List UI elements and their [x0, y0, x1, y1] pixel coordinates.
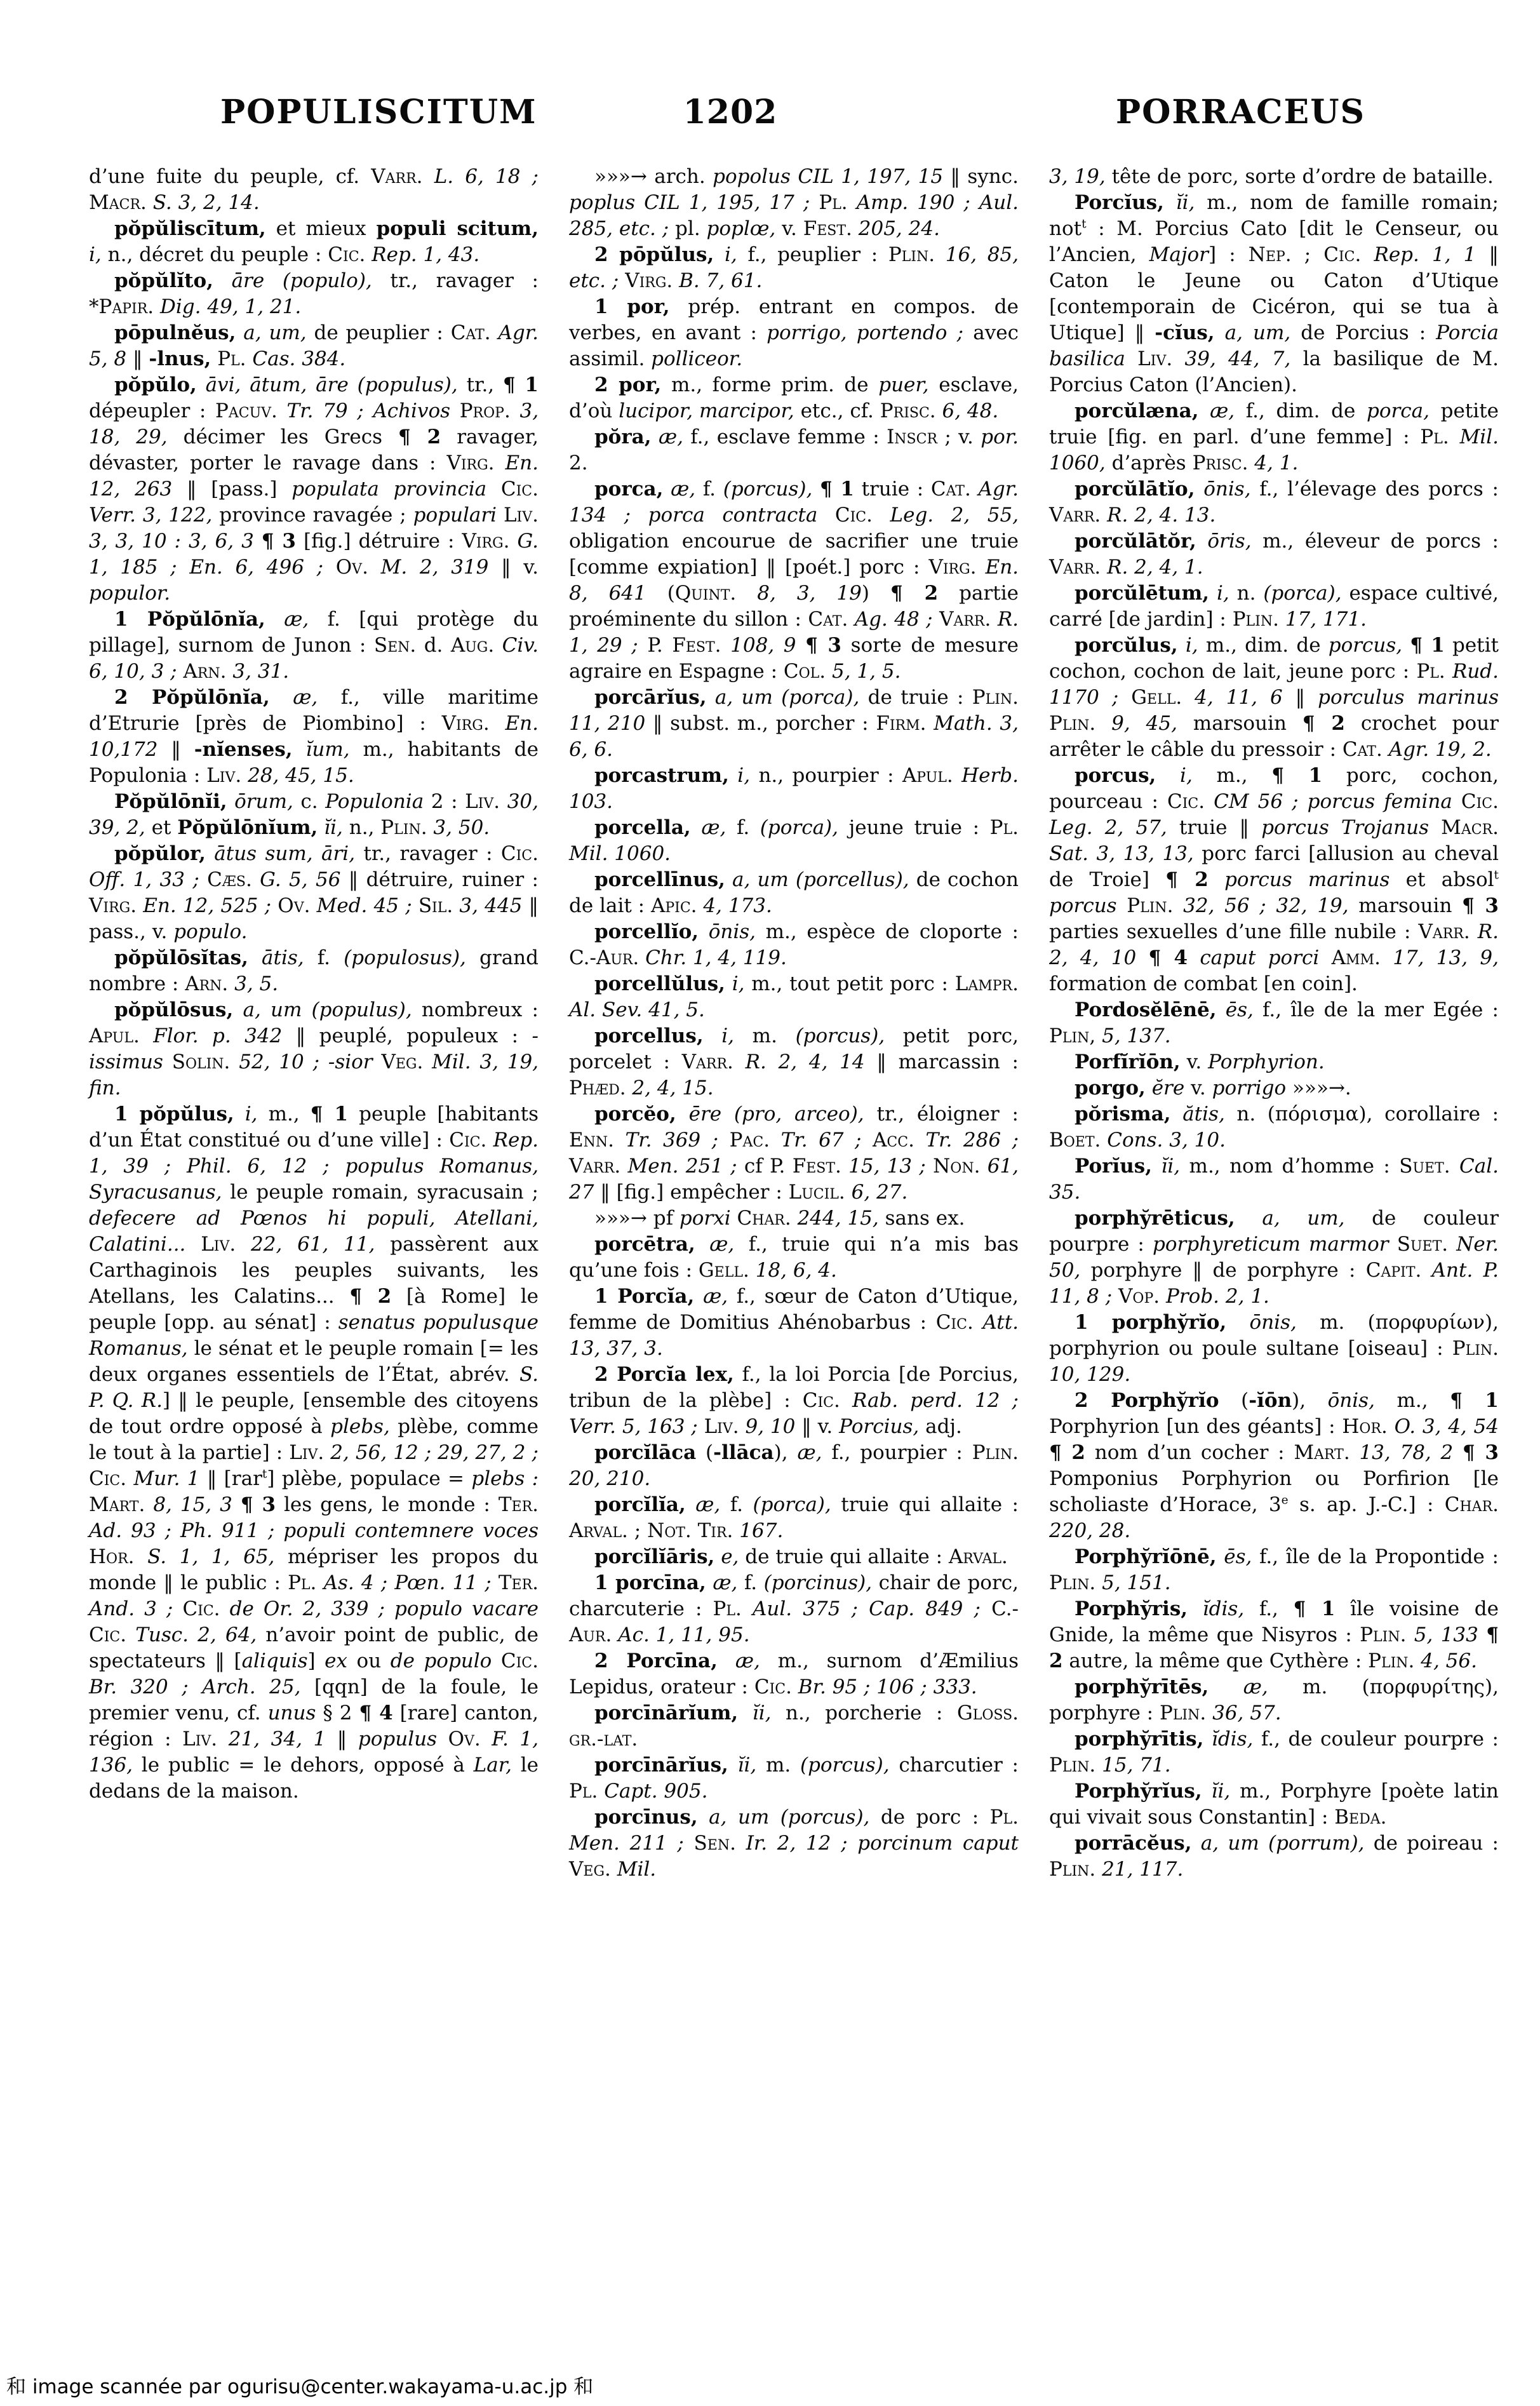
dictionary-entry: porcŭlus, i, m., dim. de porcus, ¶ 1 petit cochon, cochon de lait, jeune porc : Pl. Rud. 1170 ; Gell. 4, 11, 6 ‖ porculus marinus Plin. 9, 45, marsouin ¶ 2 crochet pour arrêter le câble du pressoir : Cat. Agr. 19, 2.: [1049, 634, 1499, 761]
running-head-right: PORRACEUS: [1116, 93, 1366, 131]
dictionary-entry: Porphy̆ris, ĭdis, f., ¶ 1 île voisine de Gnide, la même que Nisyros : Plin. 5, 133 ¶ 2 autre, la même que Cythère : Plin. 4, 56.: [1049, 1597, 1499, 1672]
dictionary-entry: porcellĭo, ōnis, m., espèce de cloporte : C.-Aur. Chr. 1, 4, 119.: [569, 920, 1019, 969]
dictionary-entry: 1 por, prép. entrant en compos. de verbes, en avant : porrigo, portendo ; avec assimil. polliceor.: [569, 295, 1019, 370]
dictionary-entry: 2 Porphy̆rĭo (-ĭōn), ōnis, m., ¶ 1 Porphyrion [un des géants] : Hor. O. 3, 4, 54 ¶ 2 nom d’un cocher : Mart. 13, 78, 2 ¶ 3 Pomponius Porphyrion ou Porfirion [le scholiaste d’Horace, 3e s. ap. J.-C.] : Char. 220, 28.: [1049, 1389, 1499, 1542]
dictionary-entry: pŏpŭlor, ātus sum, āri, tr., ravager : Cic. Off. 1, 33 ; Cæs. G. 5, 56 ‖ détruire, ruiner : Virg. En. 12, 525 ; Ov. Med. 45 ; Sil. 3, 445 ‖ pass., v. populo.: [89, 842, 539, 943]
dictionary-entry: porcŭlātĭo, ōnis, f., l’élevage des porcs : Varr. R. 2, 4. 13.: [1049, 478, 1499, 527]
dictionary-entry: porcĕo, ēre (pro, arceo), tr., éloigner : Enn. Tr. 369 ; Pac. Tr. 67 ; Acc. Tr. 286 ; Varr. Men. 251 ; cf P. Fest. 15, 13 ; Non. 61, 27 ‖ [fig.] empêcher : Lucil. 6, 27.: [569, 1103, 1019, 1204]
dictionary-entry: porcĭlĭa, æ, f. (porca), truie qui allaite : Arval. ; Not. Tir. 167.: [569, 1493, 1019, 1542]
dictionary-entry: porphy̆rēticus, a, um, de couleur pourpre : porphyreticum marmor Suet. Ner. 50, porphyre ‖ de porphyre : Capit. Ant. P. 11, 8 ; Vop. Prob. 2, 1.: [1049, 1207, 1499, 1308]
dictionary-entry: porcĭlāca (-llāca), æ, f., pourpier : Plin. 20, 210.: [569, 1441, 1019, 1490]
dictionary-entry: 1 Pŏpŭlōnĭa, æ, f. [qui protège du pillage], surnom de Junon : Sen. d. Aug. Civ. 6, 10, 3 ; Arn. 3, 31.: [89, 608, 539, 683]
running-head-left: POPULISCITUM: [220, 93, 537, 131]
dictionary-entry: pŏra, æ, f., esclave femme : Inscr ; v. por. 2.: [569, 426, 1019, 474]
dictionary-entry: porcastrum, i, n., pourpier : Apul. Herb. 103.: [569, 764, 1019, 813]
dictionary-entry: 1 pŏpŭlus, i, m., ¶ 1 peuple [habitants d’un État constitué ou d’une ville] : Cic. Rep. 1, 39 ; Phil. 6, 12 ; populus Romanus, Syracusanus, le peuple romain, syracusain ; defecere ad Pœnos hi populi, Atellani, Calatini... Liv. 22, 61, 11, passèrent aux Carthaginois les peuples suivants, les Atellans, les Calatins... ¶ 2 [à Rome] le peuple [opp. au sénat] : senatus populusque Romanus, le sénat et le peuple romain [= les deux organes essentiels de l’État, abrév. S. P. Q. R.] ‖ le peuple, [ensemble des citoyens de tout ordre opposé à plebs, plèbe, comme le tout à la partie] : Liv. 2, 56, 12 ; 29, 27, 2 ; Cic. Mur. 1 ‖ [rar$^t$] plèbe, populace = plebs : Mart. 8, 15, 3 ¶ 3 les gens, le monde : Ter. Ad. 93 ; Ph. 911 ; populi contemnere voces Hor. S. 1, 1, 65, mépriser les propos du monde ‖ le public : Pl. As. 4 ; Pœn. 11 ; Ter. And. 3 ; Cic. de Or. 2, 339 ; populo vacare Cic. Tusc. 2, 64, n’avoir point de public, de spectateurs ‖ [aliquis] ex ou de populo Cic. Br. 320 ; Arch. 25, [qqn] de la foule, le premier venu, cf. unus § 2 ¶ 4 [rare] canton, région : Liv. 21, 34, 1 ‖ populus Ov. F. 1, 136, le public = le dehors, opposé à Lar, le dedans de la maison.: [89, 1103, 539, 1803]
dictionary-entry: porgo, ĕre v. porrigo »»»→.: [1075, 1077, 1351, 1099]
dictionary-entry: pŏpŭlōsus, a, um (populus), nombreux : Apul. Flor. p. 342 ‖ peuplé, populeux : -issimus Solin. 52, 10 ; -sior Veg. Mil. 3, 19, fin.: [89, 998, 539, 1099]
dictionary-entry: pŏpŭlĭto, āre (populo), tr., ravager : *Papir. Dig. 49, 1, 21.: [89, 269, 539, 318]
dictionary-entry: 2 Porcĭa lex, f., la loi Porcia [de Porcius, tribun de la plèbe] : Cic. Rab. perd. 12 ; Verr. 5, 163 ; Liv. 9, 10 ‖ v. Porcius, adj.: [569, 1363, 1019, 1438]
dictionary-entry: porcīnārĭus, ĭi, m. (porcus), charcutier : Pl. Capt. 905.: [569, 1754, 1019, 1803]
dictionary-entry: porcŭlæna, æ, f., dim. de porca, petite truie [fig. en parl. d’une femme] : Pl. Mil. 1060, d’après Prisc. 4, 1.: [1049, 400, 1499, 474]
dictionary-entry: Porphy̆rĭus, ĭi, m., Porphyre [poète latin qui vivait sous Constantin] : Beda.: [1049, 1780, 1499, 1829]
page-number: 1202: [683, 93, 778, 131]
dictionary-entry: porca, æ, f. (porcus), ¶ 1 truie : Cat. Agr. 134 ; porca contracta Cic. Leg. 2, 55, obligation encourue de sacrifier une truie [comme expiation] ‖ [poét.] porc : Virg. En. 8, 641 (Quint. 8, 3, 19) ¶ 2 partie proéminente du sillon : Cat. Ag. 48 ; Varr. R. 1, 29 ; P. Fest. 108, 9 ¶ 3 sorte de mesure agraire en Espagne : Col. 5, 1, 5.: [569, 478, 1019, 683]
dictionary-entry: porcārĭus, a, um (porca), de truie : Plin. 11, 210 ‖ subst. m., porcher : Firm. Math. 3, 6, 6.: [569, 686, 1019, 761]
dictionary-entry: porcīnus, a, um (porcus), de porc : Pl. Men. 211 ; Sen. Ir. 2, 12 ; porcinum caput Veg. Mil.: [569, 1806, 1019, 1881]
dictionary-entry: porrācĕus, a, um (porrum), de poireau : Plin. 21, 117.: [1049, 1832, 1499, 1881]
dictionary-entry: porcŭlētum, i, n. (porca), espace cultivé, carré [de jardin] : Plin. 17, 171.: [1049, 582, 1499, 631]
dictionary-entry: 2 por, m., forme prim. de puer, esclave, d’où lucipor, marcipor, etc., cf. Prisc. 6, 48.: [569, 373, 1019, 422]
dictionary-entry: porcellīnus, a, um (porcellus), de cochon de lait : Apic. 4, 173.: [569, 868, 1019, 917]
entry-continuation: 3, 19, tête de porc, sorte d’ordre de bataille.: [1049, 165, 1494, 188]
dictionary-entry: porcĭlĭāris, e, de truie qui allaite : Arval.: [594, 1545, 1008, 1568]
dictionary-entry: porcellus, i, m. (porcus), petit porc, porcelet : Varr. R. 2, 4, 14 ‖ marcassin : Phæd. 2, 4, 15.: [569, 1025, 1019, 1099]
dictionary-entry: pŏpŭliscītum, et mieux populi scitum, i, n., décret du peuple : Cic. Rep. 1, 43.: [89, 217, 539, 266]
dictionary-entry: 2 Porcīna, æ, m., surnom d’Æmilius Lepidus, orateur : Cic. Br. 95 ; 106 ; 333.: [569, 1650, 1019, 1698]
running-head: [0, 93, 1540, 133]
dictionary-entry: »»»→ pf porxi Char. 244, 15, sans ex.: [594, 1207, 965, 1230]
entry-continuation: d’une fuite du peuple, cf. Varr. L. 6, 18 ; Macr. S. 3, 2, 14.: [89, 165, 539, 214]
dictionary-entry: Pŏpŭlōnĭi, ōrum, c. Populonia 2 : Liv. 30, 39, 2, et Pŏpŭlōnĭum, ĭi, n., Plin. 3, 50.: [89, 790, 539, 839]
dictionary-entry: pōpulnĕus, a, um, de peuplier : Cat. Agr. 5, 8 ‖ -lnus, Pl. Cas. 384.: [89, 321, 539, 370]
column-center: [569, 164, 1019, 1883]
dictionary-entry: Porĭus, ĭi, m., nom d’homme : Suet. Cal. 35.: [1049, 1155, 1499, 1204]
scan-credit: 和 image scannée par ogurisu@center.wakayama-u.ac.jp 和: [6, 2376, 594, 2398]
dictionary-entry: Porcĭus, ĭi, m., nom de famille romain; not$^t$ : M. Porcius Cato [dit le Censeur, ou l’Ancien, Major] : Nep. ; Cic. Rep. 1, 1 ‖ Caton le Jeune ou Caton d’Utique [contemporain de Cicéron, qui se tua à Utique] ‖ -cĭus, a, um, de Porcius : Porcia basilica Liv. 39, 44, 7, la basilique de M. Porcius Caton (l’Ancien).: [1049, 191, 1499, 396]
dictionary-entry: 1 Porcĭa, æ, f., sœur de Caton d’Utique, femme de Domitius Ahénobarbus : Cic. Att. 13, 37, 3.: [569, 1285, 1019, 1360]
dictionary-entry: Porfĭrĭōn, v. Porphyrion.: [1075, 1051, 1325, 1073]
text-columns: [89, 164, 1499, 1883]
dictionary-entry: pŏpŭlōsĭtas, ātis, f. (populosus), grand nombre : Arn. 3, 5.: [89, 946, 539, 995]
dictionary-entry: porcus, i, m., ¶ 1 porc, cochon, pourceau : Cic. CM 56 ; porcus femina Cic. Leg. 2, 57, truie ‖ porcus Trojanus Macr. Sat. 3, 13, 13, porc farci [allusion au cheval de Troie] ¶ 2 porcus marinus et absol$^t$ porcus Plin. 32, 56 ; 32, 19, marsouin ¶ 3 parties sexuelles d’une fille nubile : Varr. R. 2, 4, 10 ¶ 4 caput porci Amm. 17, 13, 9, formation de combat [en coin].: [1049, 764, 1499, 995]
dictionary-entry: porcellŭlus, i, m., tout petit porc : Lampr. Al. Sev. 41, 5.: [569, 972, 1019, 1021]
dictionary-entry: porcīnārĭum, ĭi, n., porcherie : Gloss. gr.-lat.: [569, 1702, 1019, 1751]
dictionary-entry: pŏrisma, ătis, n. (πόρισμα), corollaire : Boet. Cons. 3, 10.: [1049, 1103, 1499, 1152]
dictionary-entry: porcella, æ, f. (porca), jeune truie : Pl. Mil. 1060.: [569, 816, 1019, 865]
dictionary-entry: 2 pōpŭlus, i, f., peuplier : Plin. 16, 85, etc. ; Virg. B. 7, 61.: [569, 243, 1019, 292]
dictionary-entry: Pordosĕlēnē, ēs, f., île de la mer Egée : Plin, 5, 137.: [1049, 998, 1499, 1047]
dictionary-entry: 2 Pŏpŭlōnĭa, æ, f., ville maritime d’Etrurie [près de Piombino] : Virg. En. 10,172 ‖ -nĭenses, ĭum, m., habitants de Populonia : Liv. 28, 45, 15.: [89, 686, 539, 787]
dictionary-entry: porcŭlātŏr, ōris, m., éleveur de porcs : Varr. R. 2, 4, 1.: [1049, 530, 1499, 579]
dictionary-entry: 1 porcīna, æ, f. (porcinus), chair de porc, charcuterie : Pl. Aul. 375 ; Cap. 849 ; C.-Aur. Ac. 1, 11, 95.: [569, 1571, 1019, 1646]
column-right: [1049, 164, 1499, 1883]
dictionary-entry: porphy̆rītēs, æ, m. (πορφυρίτης), porphyre : Plin. 36, 57.: [1049, 1676, 1499, 1724]
column-left: [89, 164, 539, 1883]
dictionary-entry: porcētra, æ, f., truie qui n’a mis bas qu’une fois : Gell. 18, 6, 4.: [569, 1233, 1019, 1282]
dictionary-entry: pŏpŭlo, āvi, ātum, āre (populus), tr., ¶ 1 dépeupler : Pacuv. Tr. 79 ; Achivos Prop. 3, 18, 29, décimer les Grecs ¶ 2 ravager, dévaster, porter le ravage dans : Virg. En. 12, 263 ‖ [pass.] populata provincia Cic. Verr. 3, 122, province ravagée ; populari Liv. 3, 3, 10 : 3, 6, 3 ¶ 3 [fig.] détruire : Virg. G. 1, 185 ; En. 6, 496 ; Ov. M. 2, 319 ‖ v. populor.: [89, 373, 539, 605]
dictionary-entry: Porphy̆rĭōnē, ēs, f., île de la Propontide : Plin. 5, 151.: [1049, 1545, 1499, 1594]
dictionary-entry: 1 porphy̆rĭo, ōnis, m. (πορφυρίων), porphyrion ou poule sultane [oiseau] : Plin. 10, 129.: [1049, 1311, 1499, 1386]
dictionary-entry: »»»→ arch. popolus CIL 1, 197, 15 ‖ sync. poplus CIL 1, 195, 17 ; Pl. Amp. 190 ; Aul. 285, etc. ; pl. poplœ, v. Fest. 205, 24.: [569, 165, 1019, 240]
dictionary-entry: porphy̆rītis, ĭdis, f., de couleur pourpre : Plin. 15, 71.: [1049, 1728, 1499, 1777]
